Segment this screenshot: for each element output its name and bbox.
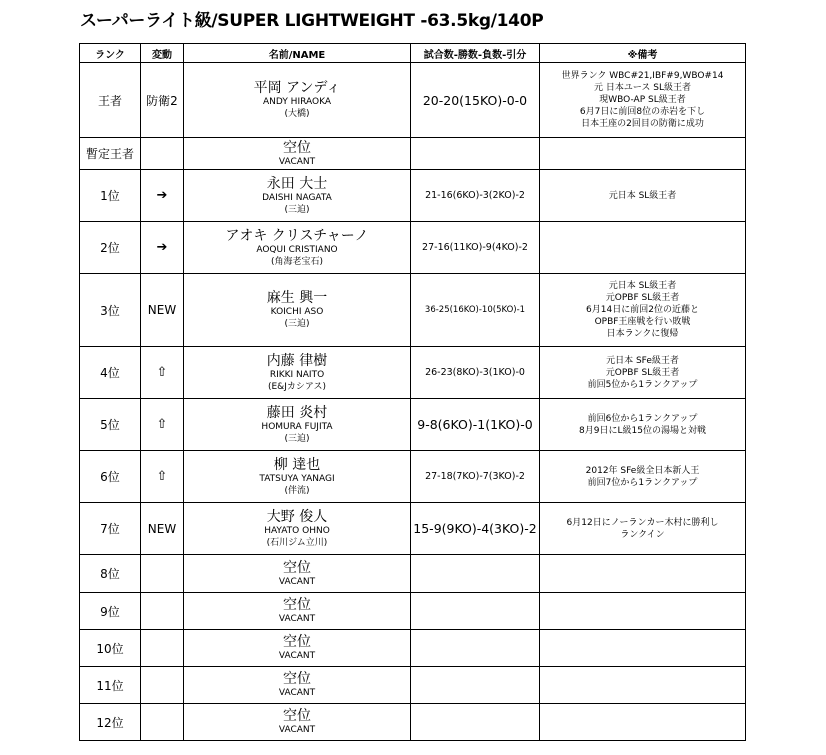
change-cell	[141, 138, 184, 170]
fighter-name-jp: 空位	[283, 708, 311, 724]
notes-cell	[540, 274, 746, 347]
record-cell: 27-16(11KO)-9(4KO)-2	[411, 222, 540, 274]
table-row	[80, 399, 746, 451]
record-cell: 15-9(9KO)-4(3KO)-2	[411, 503, 540, 555]
record-cell	[411, 630, 540, 667]
name-cell	[184, 63, 411, 138]
table-row	[80, 503, 746, 555]
fighter-name-jp: 空位	[283, 671, 311, 687]
name-cell	[184, 704, 411, 741]
record-cell: 21-16(6KO)-3(2KO)-2	[411, 170, 540, 222]
right-arrow-icon: ➔	[141, 170, 184, 222]
note-line: 元日本 SL級王者	[608, 281, 677, 291]
fighter-name-en: VACANT	[278, 576, 316, 587]
table-row	[80, 593, 746, 630]
fighter-name-en: HOMURA FUJITA	[261, 421, 333, 432]
table-row	[80, 63, 746, 138]
note-line: 現WBO-AP SL級王者	[599, 95, 686, 105]
fighter-name-en: VACANT	[278, 614, 316, 624]
record-cell: 9-8(6KO)-1(1KO)-0	[411, 399, 540, 451]
change-cell	[141, 704, 184, 741]
fighter-name-en: VACANT	[278, 725, 316, 735]
name-cell	[184, 170, 411, 222]
right-arrow-icon: ➔	[141, 222, 184, 274]
rank-cell: 11位	[80, 667, 141, 704]
note-line: 前回6位から1ランクアップ	[587, 413, 698, 424]
fighter-name-en: RIKKI NAITO	[269, 369, 325, 380]
note-line: ランクイン	[620, 529, 665, 540]
header-record: 試合数-勝数-負数-引分	[411, 44, 540, 63]
fighter-name-jp: 麻生 興一	[266, 290, 328, 306]
rank-cell: 5位	[80, 399, 141, 451]
notes-cell	[540, 593, 746, 630]
table-row	[80, 274, 746, 347]
change-cell	[141, 667, 184, 704]
fighter-name-en: VACANT	[278, 651, 316, 661]
gym-name: (三迫)	[284, 319, 310, 329]
notes-cell	[540, 555, 746, 593]
table-row	[80, 347, 746, 399]
gym-name: (三迫)	[284, 204, 310, 215]
change-cell	[141, 555, 184, 593]
fighter-name-jp: 永田 大士	[266, 175, 328, 192]
fighter-name-en: TATSUYA YANAGI	[259, 473, 335, 484]
table-row	[80, 667, 746, 704]
page-title: スーパーライト級/SUPER LIGHTWEIGHT -63.5kg/140P	[80, 11, 544, 31]
table-row	[80, 555, 746, 593]
fighter-name-en: HAYATO OHNO	[264, 525, 330, 536]
fighter-name-en: ANDY HIRAOKA	[263, 97, 331, 107]
fighter-name-jp: 空位	[283, 139, 311, 156]
header-name: 名前/NAME	[184, 44, 411, 63]
record-cell: 20-20(15KO)-0-0	[411, 63, 540, 138]
notes-cell	[540, 667, 746, 704]
table-row	[80, 704, 746, 741]
record-cell	[411, 667, 540, 704]
note-line: 日本ランクに復帰	[606, 329, 679, 339]
record-cell	[411, 704, 540, 741]
header-change: 変動	[141, 44, 184, 63]
up-arrow-icon: ⇧	[141, 451, 184, 503]
notes-cell	[540, 138, 746, 170]
record-cell	[411, 593, 540, 630]
name-cell	[184, 347, 411, 399]
note-line: 元OPBF SL級王者	[605, 293, 680, 303]
notes-cell	[540, 170, 746, 222]
rank-cell: 3位	[80, 274, 141, 347]
header-rank: ランク	[80, 44, 141, 63]
name-cell	[184, 667, 411, 704]
rank-cell: 6位	[80, 451, 141, 503]
record-cell: 26-23(8KO)-3(1KO)-0	[411, 347, 540, 399]
notes-cell	[540, 503, 746, 555]
note-line: 8月9日にL級15位の湯場と対戦	[579, 425, 706, 436]
record-cell	[411, 138, 540, 170]
note-line: 日本王座の2回目の防衛に成功	[581, 119, 704, 129]
fighter-name-jp: 空位	[283, 634, 311, 650]
gym-name: (伴流)	[284, 485, 310, 496]
fighter-name-en: DAISHI NAGATA	[262, 192, 332, 203]
table-row	[80, 630, 746, 667]
note-line: 6月7日に前回8位の赤岩を下し	[579, 107, 706, 117]
rank-cell: 暫定王者	[80, 138, 141, 170]
rank-cell: 10位	[80, 630, 141, 667]
gym-name: (三迫)	[284, 433, 310, 444]
note-line: 前回5位から1ランクアップ	[587, 379, 698, 390]
fighter-name-en: AOQUI CRISTIANO	[256, 244, 338, 255]
ranking-table	[79, 43, 746, 741]
fighter-name-jp: アオキ クリスチャーノ	[225, 227, 369, 244]
name-cell	[184, 399, 411, 451]
fighter-name-jp: 空位	[283, 597, 311, 613]
gym-name: (角海老宝石)	[270, 256, 324, 267]
record-cell: 36-25(16KO)-10(5KO)-1	[411, 274, 540, 347]
notes-cell	[540, 451, 746, 503]
rank-cell: 王者	[80, 63, 141, 138]
note-line: 元日本 SL級王者	[608, 190, 677, 201]
note-line: 元OPBF SL級王者	[605, 367, 680, 378]
note-line: 元日本 SFe級王者	[606, 355, 679, 366]
notes-cell	[540, 63, 746, 138]
note-line: 元 日本ユース SL級王者	[594, 83, 691, 93]
note-line: 6月14日に前回2位の近藤と	[586, 305, 699, 315]
rank-cell: 2位	[80, 222, 141, 274]
note-line: OPBF王座戦を行い敗戦	[594, 317, 691, 327]
fighter-name-en: KOICHI ASO	[270, 307, 324, 317]
rank-cell: 7位	[80, 503, 141, 555]
table-row	[80, 451, 746, 503]
table-row	[80, 170, 746, 222]
fighter-name-jp: 藤田 炎村	[266, 404, 328, 421]
name-cell	[184, 630, 411, 667]
note-line: 2012年 SFe級全日本新人王	[585, 465, 700, 476]
change-cell	[141, 593, 184, 630]
rank-cell: 9位	[80, 593, 141, 630]
gym-name: (E&Jカシアス)	[267, 381, 327, 392]
name-cell	[184, 222, 411, 274]
fighter-name-jp: 内藤 律樹	[266, 352, 328, 369]
notes-cell	[540, 630, 746, 667]
gym-name: (大橋)	[284, 109, 310, 119]
table-row	[80, 222, 746, 274]
name-cell	[184, 593, 411, 630]
header-notes: ※備考	[540, 44, 746, 63]
rank-cell: 8位	[80, 555, 141, 593]
rank-cell: 4位	[80, 347, 141, 399]
fighter-name-jp: 平岡 アンディ	[253, 80, 341, 96]
note-line: 前回7位から1ランクアップ	[587, 477, 698, 488]
up-arrow-icon: ⇧	[141, 399, 184, 451]
note-line: 6月12日にノーランカー木村に勝利し	[566, 517, 719, 528]
up-arrow-icon: ⇧	[141, 347, 184, 399]
rank-cell: 1位	[80, 170, 141, 222]
table-row	[80, 138, 746, 170]
change-cell: NEW	[141, 274, 184, 347]
fighter-name-en: VACANT	[278, 688, 316, 698]
notes-cell	[540, 347, 746, 399]
name-cell	[184, 555, 411, 593]
gym-name: (石川ジム立川)	[266, 537, 328, 548]
record-cell: 27-18(7KO)-7(3KO)-2	[411, 451, 540, 503]
fighter-name-jp: 柳 達也	[273, 456, 321, 473]
notes-cell	[540, 222, 746, 274]
record-cell	[411, 555, 540, 593]
rank-cell: 12位	[80, 704, 141, 741]
name-cell	[184, 451, 411, 503]
name-cell	[184, 138, 411, 170]
name-cell	[184, 503, 411, 555]
notes-cell	[540, 704, 746, 741]
change-cell	[141, 630, 184, 667]
change-cell: 防衛2	[141, 63, 184, 138]
table-header-row	[80, 44, 746, 63]
fighter-name-jp: 空位	[283, 559, 311, 576]
note-line: 世界ランク WBC#21,IBF#9,WBO#14	[561, 71, 724, 81]
change-cell: NEW	[141, 503, 184, 555]
fighter-name-en: VACANT	[278, 156, 316, 167]
fighter-name-jp: 大野 俊人	[266, 508, 328, 525]
notes-cell	[540, 399, 746, 451]
name-cell	[184, 274, 411, 347]
